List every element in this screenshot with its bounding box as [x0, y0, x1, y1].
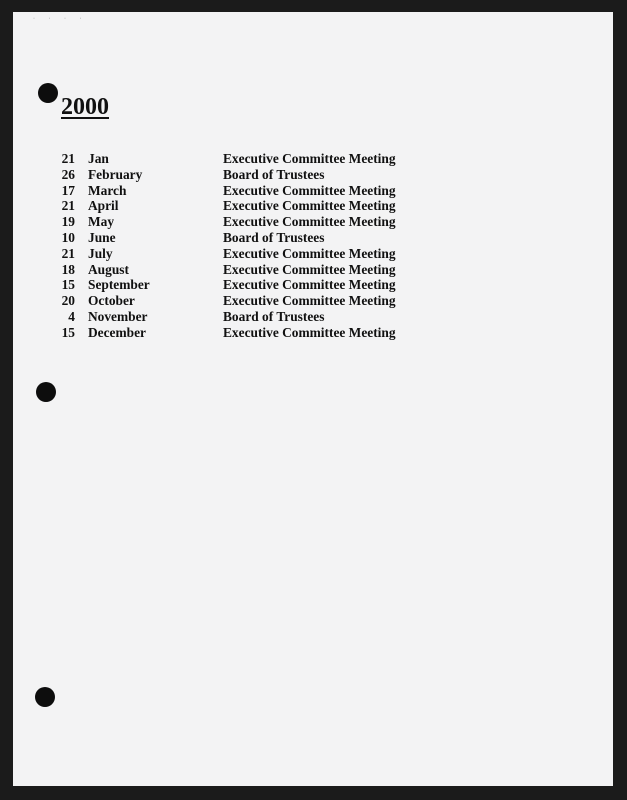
meeting-event: Executive Committee Meeting	[223, 324, 396, 340]
meeting-day: 26	[61, 166, 75, 182]
meeting-month: July	[88, 245, 113, 261]
scan-specks: · · · ·	[33, 16, 88, 22]
paper-sheet	[13, 12, 613, 786]
schedule-row	[51, 246, 423, 262]
meeting-month: November	[88, 308, 148, 324]
meeting-day: 21	[61, 151, 75, 166]
meeting-event: Executive Committee Meeting	[223, 214, 396, 230]
meeting-schedule	[51, 151, 423, 341]
meeting-day: 4	[68, 308, 75, 324]
meeting-month: April	[88, 198, 119, 214]
meeting-month: December	[88, 324, 146, 340]
schedule-row	[51, 230, 423, 246]
meeting-event: Board of Trustees	[223, 229, 325, 245]
meeting-month: August	[88, 261, 129, 277]
meeting-event: Executive Committee Meeting	[223, 261, 396, 277]
meeting-day: 17	[61, 182, 75, 198]
schedule-row	[51, 183, 423, 199]
meeting-month: October	[88, 293, 135, 309]
meeting-day: 20	[61, 293, 75, 309]
meeting-event: Executive Committee Meeting	[223, 198, 396, 214]
punch-hole-top	[38, 83, 58, 103]
schedule-row	[51, 277, 423, 293]
schedule-row	[51, 167, 423, 183]
meeting-event: Executive Committee Meeting	[223, 245, 396, 261]
schedule-row	[51, 293, 423, 309]
schedule-row	[51, 309, 423, 325]
meeting-month: March	[88, 182, 127, 198]
meeting-month: September	[88, 277, 150, 293]
schedule-row	[51, 214, 423, 230]
meeting-month: May	[88, 214, 115, 230]
meeting-day: 21	[61, 198, 75, 214]
meeting-event: Board of Trustees	[223, 308, 325, 324]
schedule-row	[51, 325, 423, 341]
meeting-month: June	[88, 229, 116, 245]
meeting-event: Executive Committee Meeting	[223, 277, 396, 293]
meeting-month: February	[88, 166, 143, 182]
punch-hole-middle	[36, 382, 56, 402]
year-heading: 2000	[61, 94, 109, 120]
schedule-row	[51, 198, 423, 214]
schedule-row	[51, 151, 423, 167]
punch-hole-bottom	[35, 687, 55, 707]
meeting-month: Jan	[88, 151, 109, 166]
meeting-day: 10	[61, 229, 75, 245]
meeting-event: Executive Committee Meeting	[223, 151, 396, 166]
schedule-row	[51, 262, 423, 278]
meeting-event: Executive Committee Meeting	[223, 293, 396, 309]
meeting-day: 19	[61, 214, 75, 230]
meeting-event: Executive Committee Meeting	[223, 182, 396, 198]
meeting-event: Board of Trustees	[223, 166, 325, 182]
meeting-day: 15	[61, 277, 75, 293]
meeting-day: 21	[61, 245, 75, 261]
meeting-day: 18	[61, 261, 75, 277]
meeting-day: 15	[61, 324, 75, 340]
